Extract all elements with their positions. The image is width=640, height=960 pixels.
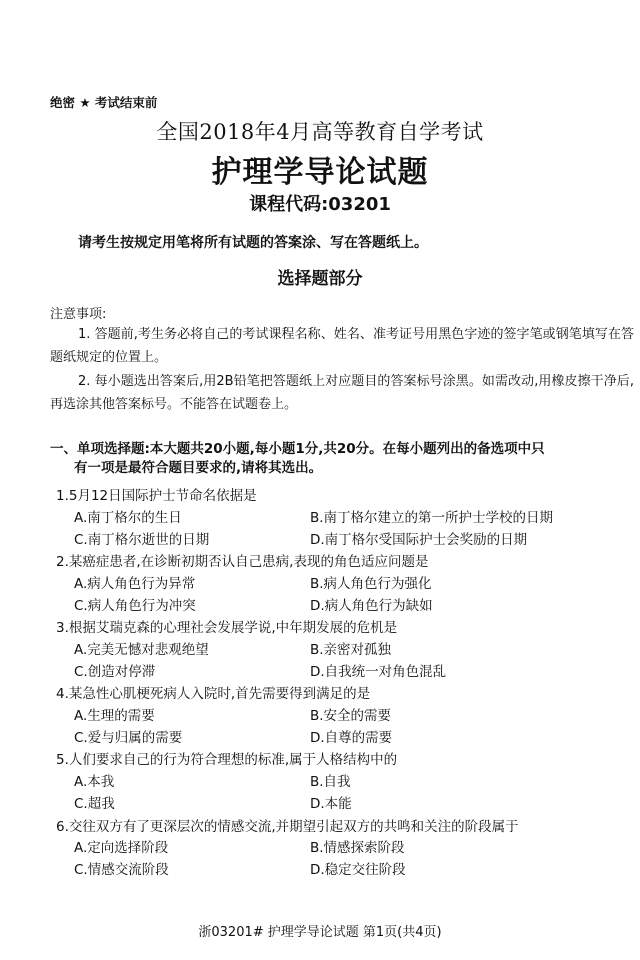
section-title: 选择题部分	[277, 269, 363, 289]
question-option: A.南丁格尔的生日	[74, 510, 182, 526]
answer-instruction: 请考生按规定用笔将所有试题的答案涂、写在答题纸上。	[78, 235, 428, 251]
part-one-heading	[50, 440, 634, 478]
question-stem: 5.人们要求自己的行为符合理想的标准,属于人格结构中的	[56, 752, 398, 768]
question-option: D.本能	[310, 796, 352, 812]
question-stem: 6.交往双方有了更深层次的情感交流,并期望引起双方的共鸣和关注的阶段属于	[56, 819, 519, 835]
part-one-heading-line2: 有一项是最符合题目要求的,请将其选出。	[74, 460, 323, 476]
notes-heading: 注意事项:	[50, 307, 107, 322]
question-option: B.情感探索阶段	[310, 840, 405, 856]
note-item-2: 2. 每小题选出答案后,用2B铅笔把答题纸上对应题目的答案标号涂黑。如需改动,用橡皮擦干净后,再选涂其他答案标号。不能答在试题卷上。	[50, 374, 634, 412]
question-option: B.南丁格尔建立的第一所护士学校的日期	[310, 510, 554, 526]
question-option: B.亲密对孤独	[310, 642, 392, 658]
question-option: B.安全的需要	[310, 708, 392, 724]
note-item-1: 1. 答题前,考生务必将自己的考试课程名称、姓名、准考证号用黑色字迹的签字笔或钢笔填写在答题纸规定的位置上。	[50, 327, 634, 365]
question-option: D.南丁格尔受国际护士会奖励的日期	[310, 532, 528, 548]
question-option: C.南丁格尔逝世的日期	[74, 532, 210, 548]
confidential-label: 绝密 ★ 考试结束前	[50, 95, 158, 110]
question-option: A.本我	[74, 774, 115, 790]
question-stem: 2.某癌症患者,在诊断初期否认自己患病,表现的角色适应问题是	[56, 554, 429, 570]
question-option: A.定向选择阶段	[74, 840, 169, 856]
question-stem: 4.某急性心肌梗死病人入院时,首先需要得到满足的是	[56, 686, 371, 702]
question-option: C.超我	[74, 796, 115, 812]
question-option: A.完美无憾对悲观绝望	[74, 642, 209, 658]
question-option: D.病人角色行为缺如	[310, 598, 433, 614]
part-one-heading-line1: 一、单项选择题:本大题共20小题,每小题1分,共20分。在每小题列出的备选项中只	[50, 441, 545, 457]
question-option: D.自我统一对角色混乱	[310, 664, 447, 680]
question-option: D.稳定交往阶段	[310, 862, 406, 878]
exam-title: 全国2018年4月高等教育自学考试	[156, 120, 484, 144]
paper-title: 护理学导论试题	[211, 155, 429, 190]
course-code: 课程代码:03201	[249, 194, 391, 215]
question-option: A.病人角色行为异常	[74, 576, 196, 592]
question-option: C.创造对停滞	[74, 664, 156, 680]
question-stem: 3.根据艾瑞克森的心理社会发展学说,中年期发展的危机是	[56, 620, 398, 636]
question-option: D.自尊的需要	[310, 730, 393, 746]
question-option: B.病人角色行为强化	[310, 576, 432, 592]
question-stem: 1.5月12日国际护士节命名依据是	[56, 488, 257, 504]
question-option: A.生理的需要	[74, 708, 155, 724]
question-option: C.病人角色行为冲突	[74, 598, 196, 614]
question-option: B.自我	[310, 774, 351, 790]
question-option: C.爱与归属的需要	[74, 730, 183, 746]
page-footer: 浙03201# 护理学导论试题 第1页(共4页)	[198, 925, 442, 940]
question-option: C.情感交流阶段	[74, 862, 169, 878]
